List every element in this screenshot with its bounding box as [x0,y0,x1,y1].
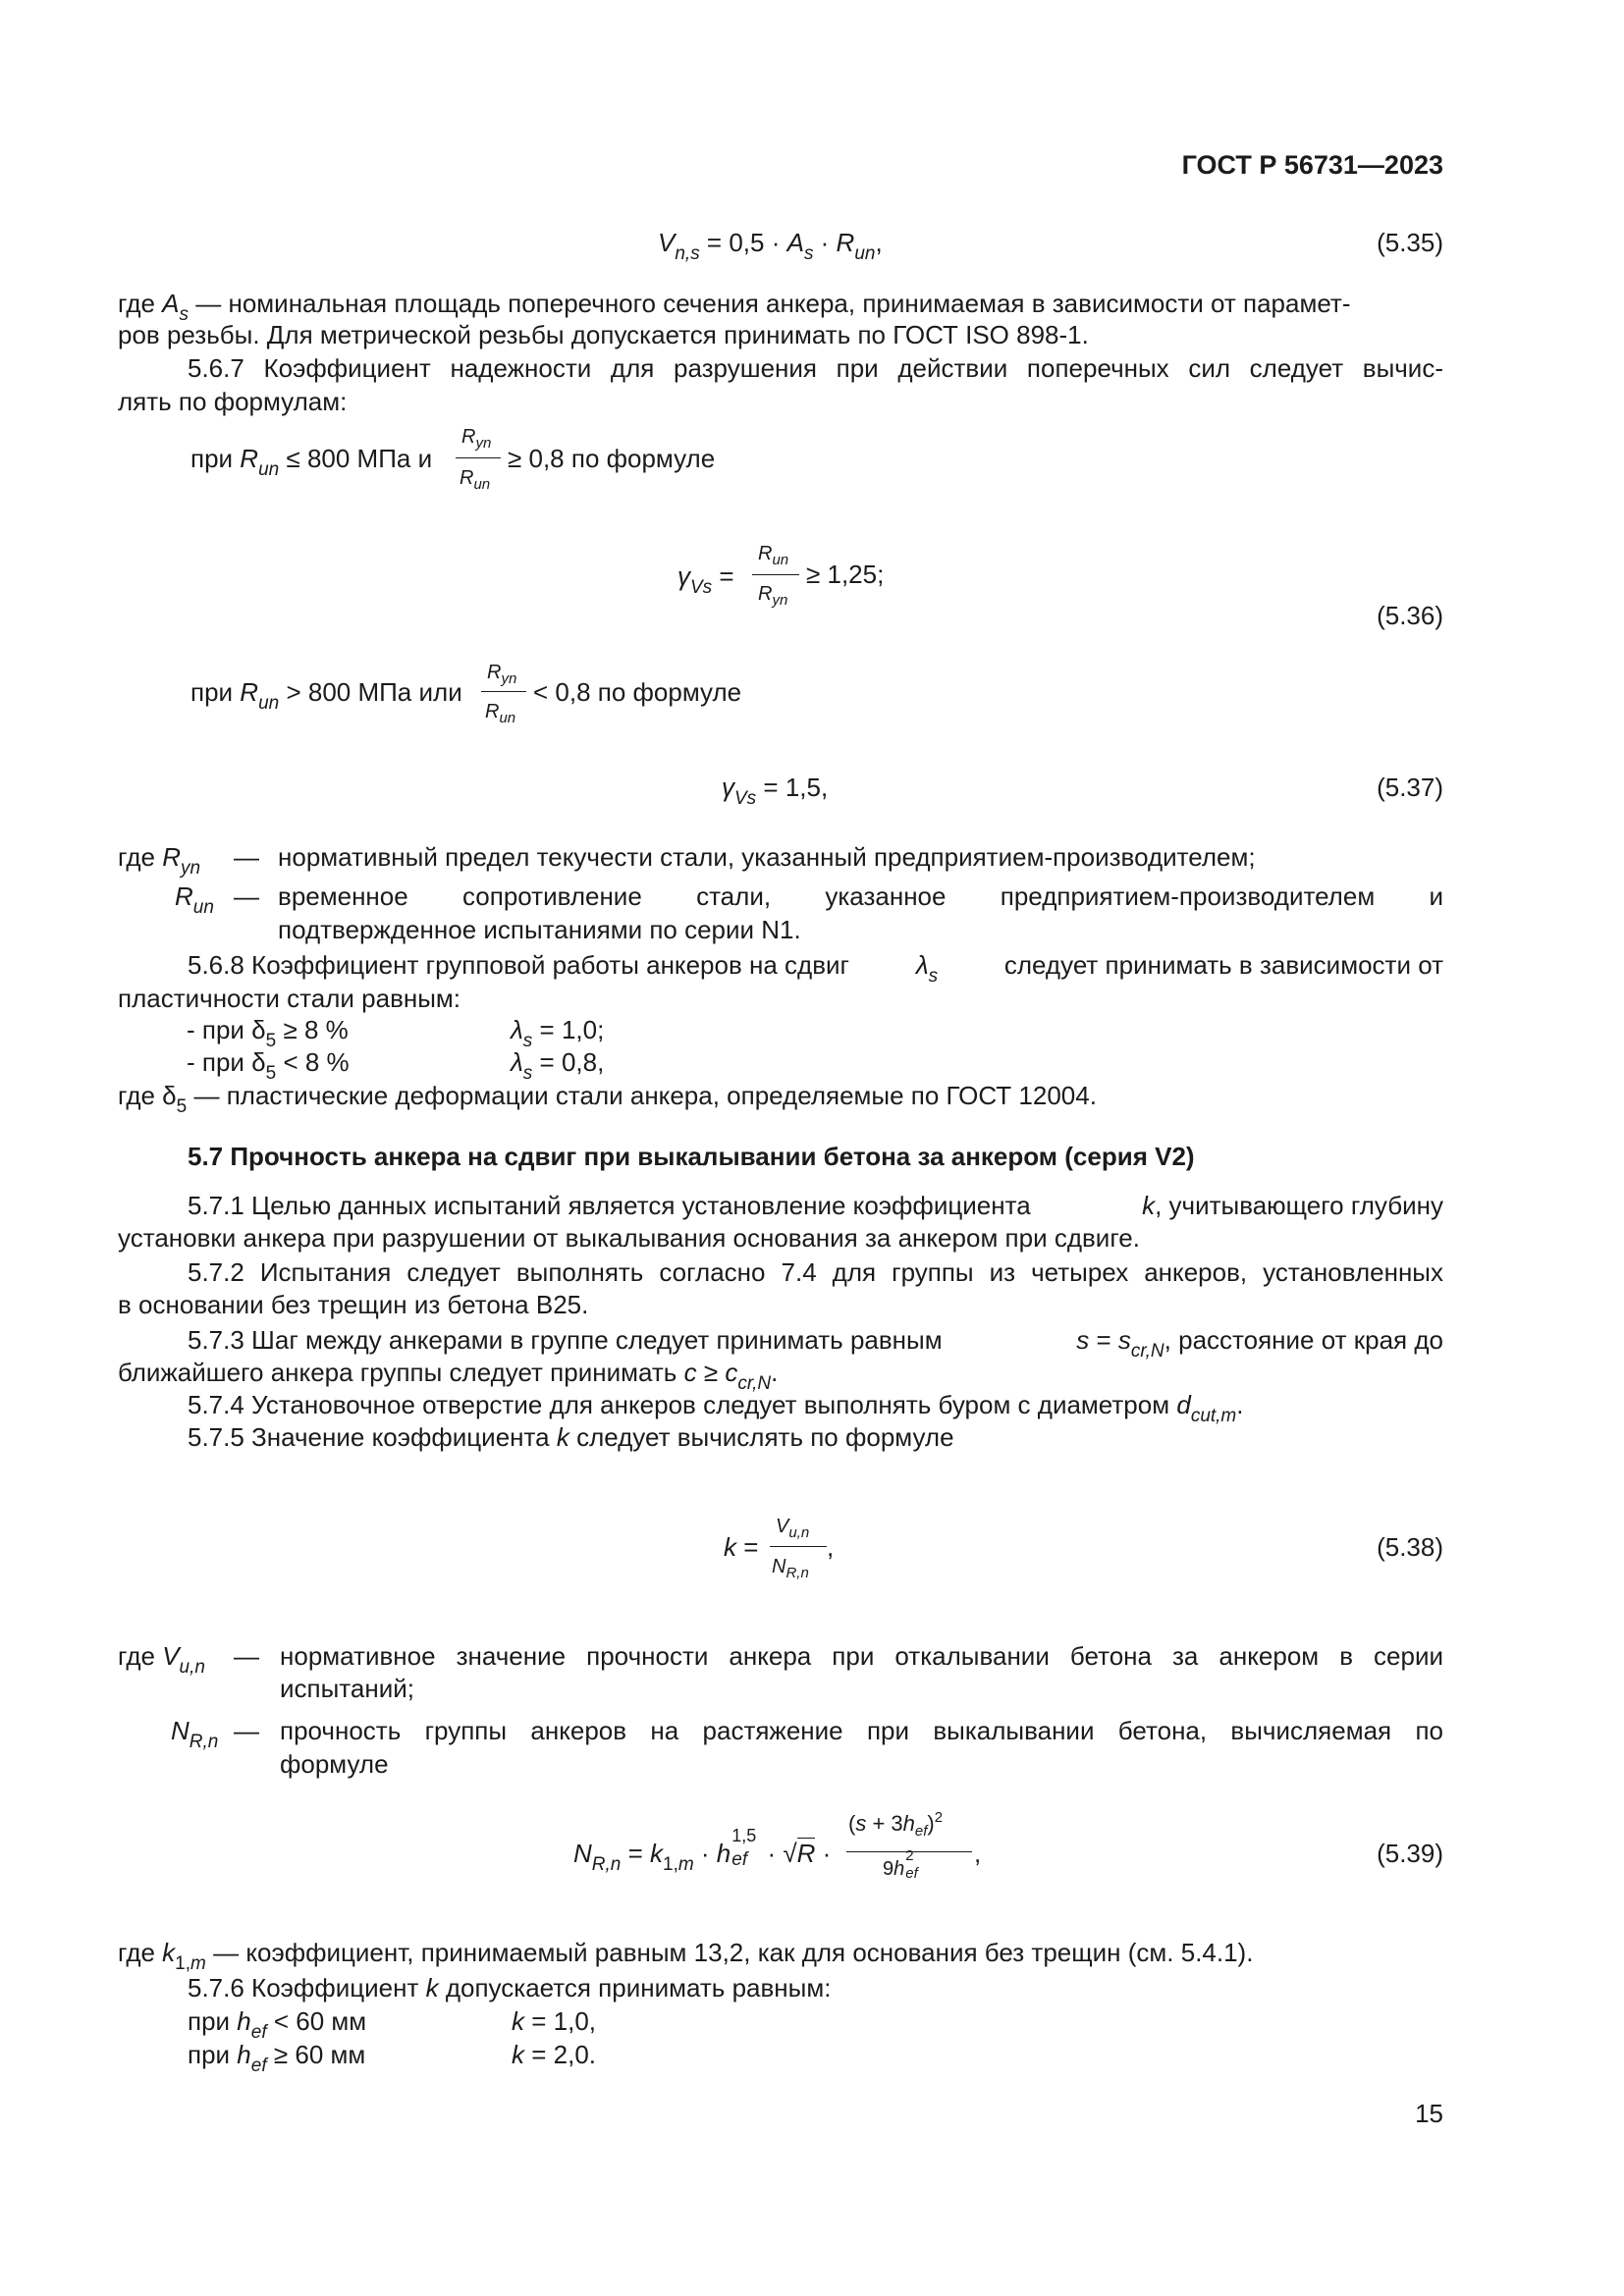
list-5-6-8-item-2: - при $\delta_5 < 8$ % [187,1047,350,1084]
condition-2-tail: < 0,8 по формуле [533,677,742,707]
paragraph-5-7-2-line1: 5.7.2 Испытания следует выполнять согласно 7.4 для группы из четырех анкеров, установленных [188,1257,1443,1287]
equation-5-39-comma: , [974,1839,982,1868]
paragraph-5-7-1-line2: установки анкера при разрушении от выкалывания основания за анкером при сдвиге. [118,1223,1140,1253]
list-5-6-8-value-2: $\lambda_s = 0,8$, [511,1047,605,1084]
condition-1-tail: ≥ 0,8 по формуле [508,444,716,473]
list-5-7-6-value-1: k = 1,0, [512,2006,597,2036]
where-vun-line2: испытаний; [280,1674,414,1703]
paragraph-5-6-8-line1: 5.6.8 Коэффициент групповой работы анкеров на сдвиг $\lambda_s$ следует принимать в зависимости от [188,950,1443,987]
equation-5-36-lhs: $\gamma_{Vs}$ = [677,561,734,598]
where-k1m: где $k_{1,m}$ — коэффициент, принимаемый равным 13,2, как для основания без трещин (см. 5.4.1). [118,1938,1254,1974]
cond2-frac-num: $R_{yn}$ [487,662,517,687]
list-5-7-6-item-2: при $h_{ef} \ge 60$ мм [188,2040,366,2076]
eq539-frac-num: $(s + 3h_{ef})^2$ [848,1809,944,1840]
where-vun-label: где $V_{u,n}$ [118,1641,205,1678]
where-nrn-dash: — [234,1716,259,1745]
equation-number-5-37: (5.37) [1377,773,1443,802]
equation-number-5-38: (5.38) [1377,1532,1443,1562]
equation-number-5-35: (5.35) [1377,228,1443,257]
where-as-line2: ров резьбы. Для метрической резьбы допускается принимать по ГОСТ ISO 898-1. [118,320,1089,349]
eq538-frac-num: $V_{u,n}$ [776,1516,810,1541]
paragraph-5-6-8-line2: пластичности стали равным: [118,984,461,1013]
cond2-frac-den: $R_{un}$ [485,701,516,726]
paragraph-5-7-4: 5.7.4 Установочное отверстие для анкеров следует выполнять буром с диаметром $d_{cut,m}$. [188,1390,1244,1426]
equation-5-38-lhs: k = [724,1532,759,1562]
where-ryn-label: где $R_{yn}$ [118,842,201,879]
list-5-7-6-value-2: k = 2,0. [512,2040,597,2069]
page-number: 15 [1415,2099,1443,2128]
eq539-frac-den: 9h 2 ef [883,1847,918,1882]
equation-5-35: $V_{n,s} = 0,5 \cdot A_s \cdot R_{un}$, [658,228,883,264]
where-vun-line1: нормативное значение прочности анкера при откалывании бетона за анкером в серии [280,1641,1443,1671]
section-5-7-heading: 5.7 Прочность анкера на сдвиг при выкалывании бетона за анкером (серия V2) [188,1142,1195,1171]
equation-5-36-rhs: ≥ 1,25; [806,560,885,589]
eq538-frac-bar [770,1546,827,1547]
list-5-7-6-item-1: при $h_{ef} < 60$ мм [188,2006,367,2043]
where-run-line2: подтвержденное испытаниями по серии N1. [278,915,801,944]
where-vun-dash: — [234,1641,259,1671]
paragraph-5-6-7-line1: 5.6.7 Коэффициент надежности для разрушения при действии поперечных сил следует вычис- [188,353,1443,383]
paragraph-5-7-6: 5.7.6 Коэффициент k допускается принимать равным: [188,1973,832,2002]
equation-5-38-comma: , [827,1532,835,1562]
list-5-6-8-item-1: - при $\delta_5 \ge 8$ % [187,1015,349,1051]
cond1-frac-den: $R_{un}$ [460,467,491,493]
cond1-frac-num: $R_{yn}$ [461,426,492,452]
eq538-frac-den: $N_{R,n}$ [772,1556,809,1581]
where-ryn-text: нормативный предел текучести стали, указанный предприятием-производителем; [278,842,1256,872]
where-as-line1: где $A_s$ — номинальная площадь поперечного сечения анкера, принимаемая в зависимости от парамет- [118,289,1351,325]
where-run-label: $R_{un}$ [175,881,214,918]
eq536-frac-den: $R_{yn}$ [758,583,788,609]
document-id-header: ГОСТ Р 56731—2023 [1181,150,1443,180]
equation-number-5-36: (5.36) [1377,601,1443,630]
equation-5-39-main: $N_{R,n} = k_{1,m} \cdot h$ 1,5 ef · √R · [573,1826,832,1875]
cond2-frac-bar [481,691,526,692]
equation-5-37: $\gamma_{Vs} = 1,5$, [722,773,829,809]
list-5-6-8-value-1: $\lambda_s = 1,0$; [511,1015,605,1051]
paragraph-5-6-7-line2: лять по формулам: [118,387,348,416]
equation-number-5-39: (5.39) [1377,1839,1443,1868]
paragraph-5-7-2-line2: в основании без трещин из бетона В25. [118,1290,589,1319]
eq536-frac-num: $R_{un}$ [758,543,789,568]
where-nrn-line1: прочность группы анкеров на растяжение при выкалывании бетона, вычисляемая по [280,1716,1443,1745]
eq536-frac-bar [752,574,799,575]
paragraph-5-7-1-line1: 5.7.1 Целью данных испытаний является установление коэффициента k, учитывающего глубину [188,1191,1443,1220]
where-ryn-dash: — [234,842,259,872]
condition-1: при $R_{un} \le 800$ МПа и [190,444,433,480]
condition-2: при $R_{un} > 800$ МПа или [190,677,462,714]
where-run-line1: временное сопротивление стали, указанное предприятием-производителем и [278,881,1443,911]
where-nrn-label: $N_{R,n}$ [171,1716,219,1752]
paragraph-5-7-3-line1: 5.7.3 Шаг между анкерами в группе следует принимать равным $s = s_{cr,N}$, расстояние от края до [188,1325,1443,1362]
where-nrn-line2: формуле [280,1749,389,1779]
cond1-frac-bar [456,457,501,458]
paragraph-5-7-5: 5.7.5 Значение коэффициента k следует вычислять по формуле [188,1422,954,1452]
paragraph-5-7-3-line2: ближайшего анкера группы следует принимать $c \ge c_{cr,N}$. [118,1358,779,1394]
where-run-dash: — [234,881,259,911]
where-delta5: где $\delta_5$ — пластические деформации стали анкера, определяемые по ГОСТ 12004. [118,1081,1097,1117]
